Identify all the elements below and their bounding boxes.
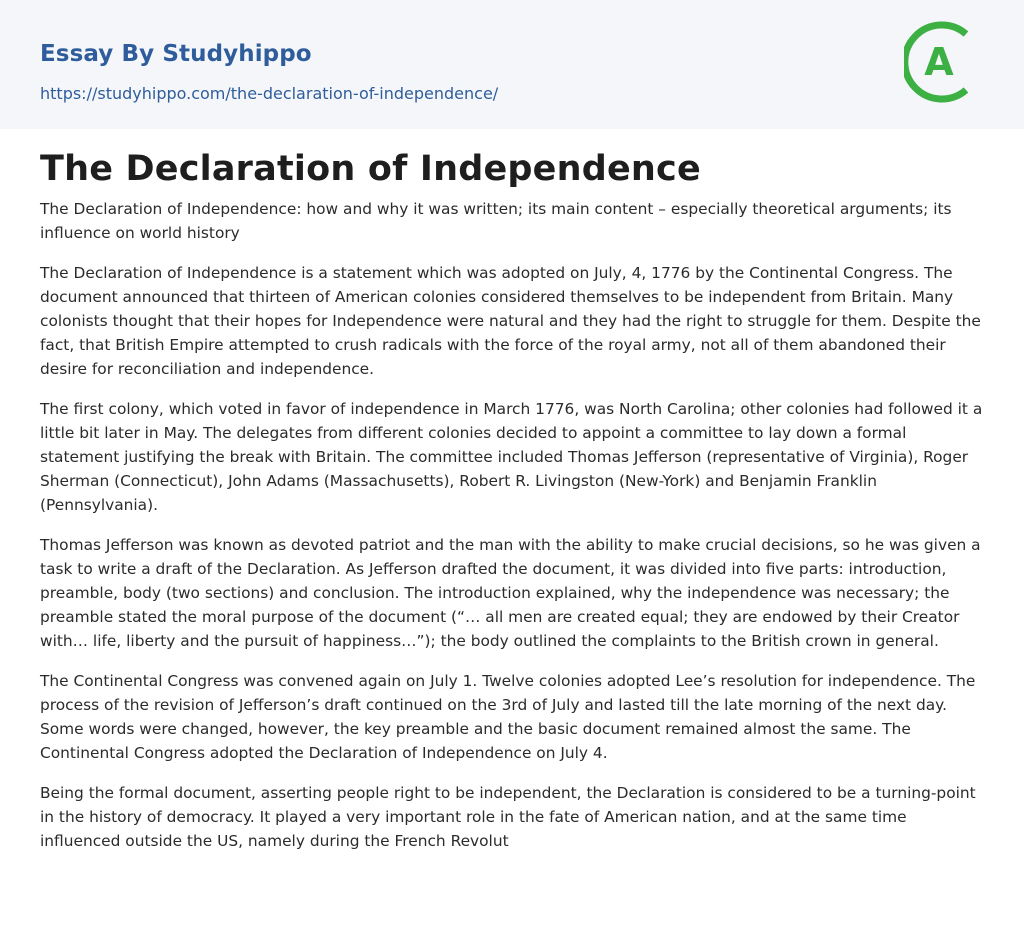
article-paragraph: The Declaration of Independence is a statement which was adopted on July, 4, 1776 by the Continental Congress. The document announced that thirteen of American colonies considered themselves to be independent from Britain. Many colonists thought that their hopes for Independence were natural and they had the right to struggle for them. Despite the fact, that British Empire attempted to crush radicals with the force of the royal army, not all of them abandoned their desire for reconciliation and independence. — [40, 264, 981, 378]
article — [0, 129, 1024, 853]
article-paragraph: Being the formal document, asserting people right to be independent, the Declaration is considered to be a turning-point in the history of democracy. It played a very important role in the fate of American nation, and at the same time influenced outside the US, namely during the French Revolut — [40, 784, 976, 850]
studyhippo-logo-icon[interactable] — [904, 19, 988, 105]
site-header — [0, 0, 1024, 129]
brand-title[interactable]: Essay By Studyhippo — [40, 41, 312, 67]
article-title: The Declaration of Independence — [40, 149, 701, 189]
logo-letter: A — [924, 40, 954, 84]
source-url-link[interactable]: https://studyhippo.com/the-declaration-of-independence/ — [40, 84, 499, 103]
article-paragraph: The first colony, which voted in favor of independence in March 1776, was North Carolina; other colonies had followed it a little bit later in May. The delegates from different colonies decided to appoint a committee to lay down a formal statement justifying the break with Britain. The committee included Thomas Jefferson (representative of Virginia), Roger Sherman (Connecticut), John Adams (Massachusetts), Robert R. Livingston (New-York) and Benjamin Franklin (Pennsylvania). — [40, 400, 983, 514]
article-paragraph: The Continental Congress was convened again on July 1. Twelve colonies adopted Lee’s resolution for independence. The process of the revision of Jefferson’s draft continued on the 3rd of July and lasted till the late morning of the next day. Some words were changed, however, the key preamble and the basic document remained almost the same. The Continental Congress adopted the Declaration of Independence on July 4. — [40, 672, 976, 762]
article-paragraph: Thomas Jefferson was known as devoted patriot and the man with the ability to make crucial decisions, so he was given a task to write a draft of the Declaration. As Jefferson drafted the document, it was divided into five parts: introduction, preamble, body (two sections) and conclusion. The introduction explained, why the independence was necessary; the preamble stated the moral purpose of the document (“… all men are created equal; they are endowed by their Creator with… life, liberty and the pursuit of happiness…”); the body outlined the complaints to the British crown in general. — [40, 536, 981, 650]
article-paragraph: The Declaration of Independence: how and why it was written; its main content – especially theoretical arguments; its influence on world history — [40, 200, 952, 242]
